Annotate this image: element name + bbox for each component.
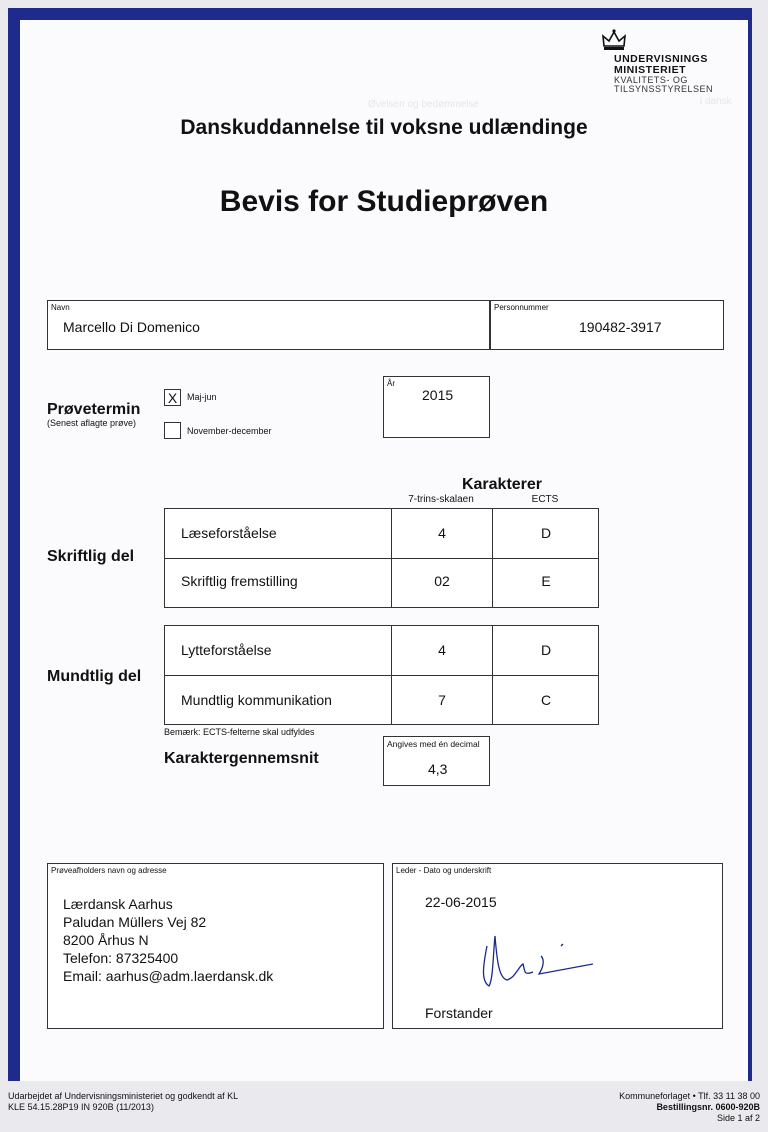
year-field [383, 376, 490, 438]
subject-name: Mundtlig kommunikation [181, 692, 332, 708]
examiner-line: Telefon: 87325400 [63, 950, 179, 966]
ministry-line3: KVALITETS- OG [614, 75, 688, 85]
checkbox-mark: X [167, 390, 178, 406]
subject-name: Skriftlig fremstilling [181, 573, 298, 589]
ministry-logo-text [614, 54, 713, 94]
examiner-line: Lærdansk Aarhus [63, 896, 173, 912]
signature-title: Forstander [425, 1005, 493, 1021]
examiner-line: Email: aarhus@adm.laerdansk.dk [63, 968, 274, 984]
ghost-text: i dansk [700, 96, 732, 107]
oral-heading: Mundtlig del [47, 668, 142, 685]
ministry-line4: TILSYNSSTYRELSEN [614, 84, 714, 94]
examiner-address [63, 895, 273, 985]
signature-date: 22-06-2015 [425, 894, 497, 910]
grade-value: 4 [438, 525, 446, 541]
document-title: Bevis for Studieprøven [219, 185, 549, 218]
signature-field [392, 863, 723, 1029]
subject-name: Læseforståelse [181, 525, 277, 541]
examiner-line: Paludan Müllers Vej 82 [63, 914, 207, 930]
term-option1-label: Maj-jun [187, 392, 217, 402]
year-value: 2015 [422, 387, 454, 403]
written-heading: Skriftlig del [47, 548, 135, 565]
cpr-label: Personnummer [494, 303, 549, 312]
ects-label: ECTS [531, 494, 559, 505]
ministry-line2: MINISTERIET [614, 64, 687, 76]
grade-value: 02 [434, 573, 450, 589]
examiner-field [47, 863, 384, 1029]
ects-note: Bemærk: ECTS-felterne skal udfyldes [164, 727, 315, 737]
footer-right [560, 1091, 760, 1124]
footer-line: KLE 54.15.28P19 IN 920B (11/2013) [8, 1102, 154, 1112]
footer-line: Kommuneforlaget • Tlf. 33 11 38 00 [619, 1091, 760, 1101]
average-label: Karaktergennemsnit [164, 750, 319, 767]
term-option2-label: November-december [187, 426, 272, 436]
footer-line: Udarbejdet af Undervisningsministeriet og godkendt af KL [8, 1091, 239, 1101]
footer-line: Side 1 af 2 [716, 1113, 760, 1123]
document-subtitle: Danskuddannelse til voksne udlændinge [180, 116, 588, 139]
examiner-label: Prøveafholders navn og adresse [51, 866, 167, 875]
average-note: Angives med én decimal [387, 739, 480, 749]
ects-value: C [540, 692, 552, 708]
ects-value: D [540, 642, 552, 658]
crown-icon [600, 28, 628, 52]
ghost-text: Øvelsen og bedømmelse [368, 99, 480, 110]
footer-line: Bestillingsnr. 0600-920B [656, 1102, 760, 1112]
signature-label: Leder - Dato og underskrift [396, 866, 492, 875]
average-value: 4,3 [428, 761, 448, 777]
oral-grades-table [164, 625, 599, 725]
cpr-number: 190482-3917 [579, 319, 662, 335]
name-field [47, 300, 490, 350]
examiner-line: 8200 Århus N [63, 932, 149, 948]
name-label: Navn [51, 303, 70, 312]
grade-value: 4 [438, 642, 446, 658]
written-grades-table [164, 508, 599, 608]
year-label: År [387, 379, 395, 388]
average-field [383, 736, 490, 786]
term-option1-checkbox[interactable] [164, 389, 181, 406]
grade-value: 7 [438, 692, 446, 708]
ects-value: D [540, 525, 552, 541]
scale7-label: 7-trins-skalaen [408, 494, 474, 505]
footer-left [8, 1091, 238, 1113]
ministry-line1: UNDERVISNINGS [614, 53, 708, 65]
subject-name: Lytteforståelse [181, 642, 272, 658]
handwritten-signature [453, 906, 593, 996]
ects-value: E [541, 573, 551, 589]
cpr-field [490, 300, 724, 350]
term-option2-checkbox[interactable] [164, 422, 181, 439]
term-note: (Senest aflagte prøve) [47, 418, 137, 428]
term-heading: Prøvetermin [47, 401, 141, 418]
grades-heading: Karakterer [461, 476, 543, 493]
candidate-name: Marcello Di Domenico [63, 319, 200, 335]
